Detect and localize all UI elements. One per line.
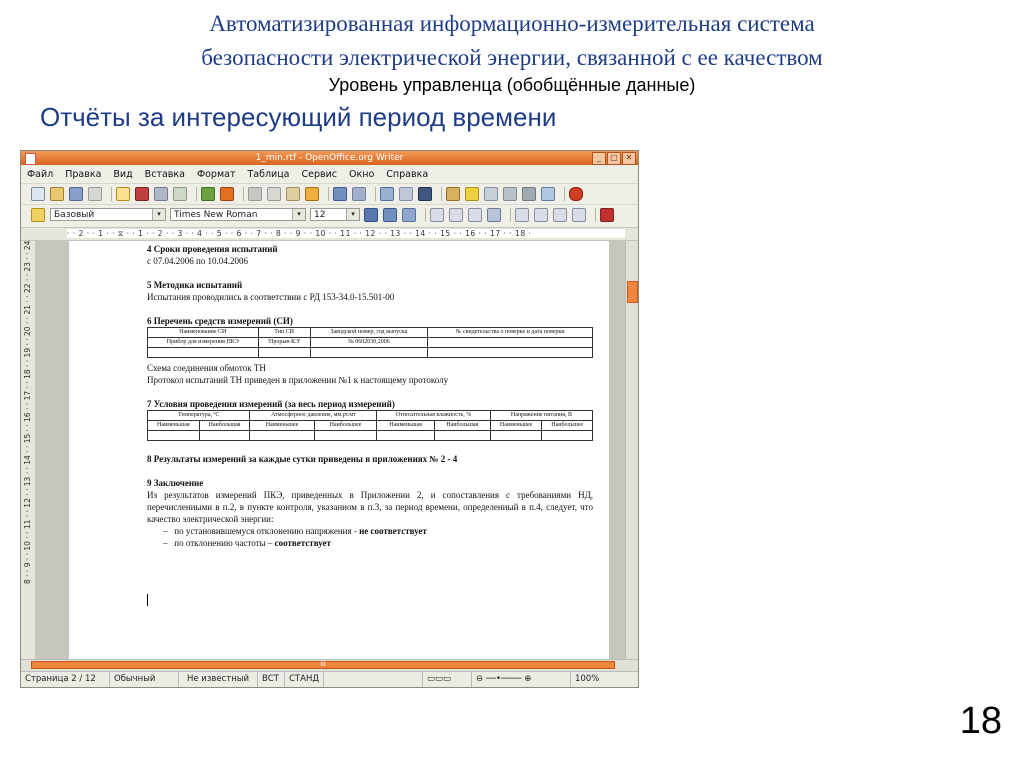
table-row [148, 421, 593, 431]
bold-icon[interactable] [364, 208, 378, 222]
menu-tools[interactable]: Сервис [301, 168, 338, 180]
table-header: № свидетельства о поверке и дата поверки [428, 328, 593, 338]
increase-indent-icon[interactable] [572, 208, 586, 222]
table-subheader: Наибольшее [314, 421, 377, 431]
cut-icon[interactable] [248, 187, 262, 201]
section-9-title: 9 Заключение [147, 478, 204, 488]
nonprinting-chars-icon[interactable] [503, 187, 517, 201]
menu-format[interactable]: Формат [196, 168, 236, 180]
undo-icon[interactable] [333, 187, 347, 201]
close-button[interactable]: ✕ [622, 152, 636, 165]
table-header: Тип СИ [258, 328, 310, 338]
export-pdf-icon[interactable] [135, 187, 149, 201]
chevron-down-icon: ▾ [152, 209, 165, 220]
insert-mode[interactable]: ВСТ [258, 672, 285, 687]
paragraph-style-select[interactable]: Базовый ▾ [50, 208, 166, 221]
table-subheader: Наибольшая [199, 421, 250, 431]
print-icon[interactable] [154, 187, 168, 201]
pilcrow-icon[interactable] [522, 187, 536, 201]
menu-bar [21, 166, 638, 182]
page-indicator[interactable]: Страница 2 / 12 [21, 672, 110, 687]
table-cell: 'Прорыв-КЭ' [258, 338, 310, 348]
view-layout-icons[interactable]: ▭▭▭ [423, 672, 472, 687]
table-cell: Прибор для измерения ПКЭ [148, 338, 259, 348]
section-6-title: 6 Перечень средств измерений (СИ) [147, 316, 293, 326]
justify-icon[interactable] [487, 208, 501, 222]
maximize-button[interactable]: ▢ [607, 152, 621, 165]
list-item: – по установившемуся отклонению напряжения - не соответствует [163, 526, 427, 536]
table-header: Наименование СИ [148, 328, 259, 338]
zoom-icon[interactable] [541, 187, 555, 201]
horizontal-scrollbar[interactable] [21, 659, 638, 671]
table-header: Температура, ºС [148, 411, 250, 421]
paste-icon[interactable] [286, 187, 300, 201]
formatting-toolbar [21, 204, 638, 224]
hyperlink-icon[interactable] [380, 187, 394, 201]
text-cursor [147, 594, 148, 606]
save-icon[interactable] [69, 187, 83, 201]
gallery-icon[interactable] [465, 187, 479, 201]
section-8-title: 8 Результаты измерений за каждые сутки приведены в приложениях № 2 - 4 [147, 454, 458, 464]
slide-title-line1: Автоматизированная информационно-измерительная система [209, 11, 815, 36]
redo-icon[interactable] [352, 187, 366, 201]
slide-heading: Отчёты за интересующий период времени [40, 102, 557, 132]
table-subheader: Наибольшее [542, 421, 593, 431]
new-document-icon[interactable] [31, 187, 45, 201]
table-row [148, 348, 593, 358]
format-paintbrush-icon[interactable] [305, 187, 319, 201]
autospellcheck-icon[interactable] [220, 187, 234, 201]
menu-insert[interactable]: Вставка [144, 168, 185, 180]
edit-file-icon[interactable] [116, 187, 130, 201]
align-center-icon[interactable] [449, 208, 463, 222]
slide-subtitle: Уровень управленца (обобщённые данные) [328, 75, 696, 95]
zoom-slider[interactable]: ⊖ ──•──── ⊕ [472, 672, 571, 687]
section-7-title: 7 Условия проведения измерений (за весь период измерений) [147, 399, 395, 409]
schema-text: Схема соединения обмоток ТН [147, 363, 266, 373]
table-header: Заводской номер, год выпуска [310, 328, 428, 338]
document-content[interactable] [147, 243, 593, 549]
status-empty [324, 672, 423, 687]
table-cell [428, 338, 593, 348]
table-header: Напряжение питания, В [490, 411, 592, 421]
table-header: Атмосферное давление, мм.рт.мт [250, 411, 377, 421]
slide-title-line2: безопасности электрической энергии, связанной с ее качеством [201, 45, 823, 70]
list-item: – по отклонению частоты – соответствует [163, 538, 331, 548]
vertical-ruler-scale: 8 · · 9 · · 10 · · 11 · · 12 · · 13 · · 14 · · 15 · · 16 · · 17 · · 18 · · 19 · · 20 · · 21 · · 22 · · 23 · · 24 [23, 241, 32, 585]
table-row [148, 328, 593, 338]
horizontal-scroll-thumb[interactable]: III [31, 661, 615, 669]
document-icon [25, 153, 36, 165]
table-subheader: Наименьшее [490, 421, 542, 431]
chevron-down-icon: ▾ [346, 209, 359, 220]
menu-help[interactable]: Справка [386, 168, 429, 180]
font-name-select[interactable]: Times New Roman ▾ [170, 208, 306, 221]
instruments-table [147, 327, 593, 358]
slide-page-number: 18 [959, 700, 1002, 742]
chevron-down-icon: ▾ [292, 209, 305, 220]
horizontal-ruler[interactable] [21, 227, 638, 241]
zoom-level[interactable]: 100% [575, 674, 600, 684]
decrease-indent-icon[interactable] [553, 208, 567, 222]
spellcheck-icon[interactable] [201, 187, 215, 201]
table-subheader: Наименьшая [377, 421, 434, 431]
email-icon[interactable] [88, 187, 102, 201]
table-subheader: Наибольшая [434, 421, 490, 431]
menu-table[interactable]: Таблица [247, 168, 290, 180]
table-subheader: Наименьшая [148, 421, 200, 431]
table-row [148, 338, 593, 348]
language-indicator[interactable]: Не известный [179, 672, 258, 687]
conclusion-text: Из результатов измерений ПКЭ, приведенных в Приложении 2, и сопоставления с требованиями НД, перечисленными в п.2, в пункте контроля, указанном в п.3, за период времени, определенный в п.4, следует, что качество электрической энергии: [147, 490, 593, 524]
bullets-icon[interactable] [534, 208, 548, 222]
data-sources-icon[interactable] [484, 187, 498, 201]
menu-edit[interactable]: Правка [65, 168, 102, 180]
print-preview-icon[interactable] [173, 187, 187, 201]
conditions-table [147, 410, 593, 441]
section-5-text: Испытания проводились в соответствии с РД 153-34.0-15.501-00 [147, 292, 395, 302]
menu-view[interactable]: Вид [113, 168, 133, 180]
styles-icon[interactable] [31, 208, 45, 222]
standard-toolbar [21, 183, 638, 203]
table-icon[interactable] [399, 187, 413, 201]
menu-file[interactable]: Файл [27, 168, 54, 180]
table-subheader: Наименьшее [250, 421, 314, 431]
page-style[interactable]: Обычный [110, 672, 179, 687]
italic-icon[interactable] [383, 208, 397, 222]
numbering-icon[interactable] [515, 208, 529, 222]
menu-window[interactable]: Окно [349, 168, 375, 180]
navigator-icon[interactable] [446, 187, 460, 201]
window-titlebar[interactable] [21, 151, 638, 165]
align-left-icon[interactable] [430, 208, 444, 222]
minimize-button[interactable]: _ [592, 152, 606, 165]
status-bar [21, 671, 638, 687]
font-size-select[interactable]: 12 ▾ [310, 208, 360, 221]
table-cell: № 0602030,2006 [310, 338, 428, 348]
section-4-title: 4 Сроки проведения испытаний [147, 244, 278, 254]
open-folder-icon[interactable] [50, 187, 64, 201]
font-color-icon[interactable] [600, 208, 614, 222]
section-5-title: 5 Методика испытаний [147, 280, 243, 290]
help-icon[interactable] [569, 187, 583, 201]
underline-icon[interactable] [402, 208, 416, 222]
protocol-text: Протокол испытаний ТН приведен в приложении №1 к настоящему протоколу [147, 375, 449, 385]
window-title: 1_min.rtf - OpenOffice.org Writer [255, 153, 404, 163]
writer-window [20, 150, 639, 688]
section-4-text: с 07.04.2006 по 10.04.2006 [147, 256, 249, 266]
vertical-scroll-thumb[interactable] [627, 281, 638, 303]
selection-mode[interactable]: СТАНД [285, 672, 324, 687]
table-row [148, 411, 593, 421]
vertical-scrollbar[interactable] [625, 241, 638, 659]
align-right-icon[interactable] [468, 208, 482, 222]
ruler-scale: · · 2 · · 1 · · ⧖ · · 1 · · 2 · · 3 · · 4 · · 5 · · 6 · · 7 · · 8 · · 9 · · 10 · · 11 · · 12 · · 13 · · 14 · · 15 · · 16 · · 17 · · 18 · [67, 229, 625, 238]
copy-icon[interactable] [267, 187, 281, 201]
table-header: Относительная влажность, % [377, 411, 490, 421]
draw-functions-icon[interactable] [418, 187, 432, 201]
vertical-ruler[interactable] [21, 241, 36, 659]
table-row [148, 431, 593, 441]
